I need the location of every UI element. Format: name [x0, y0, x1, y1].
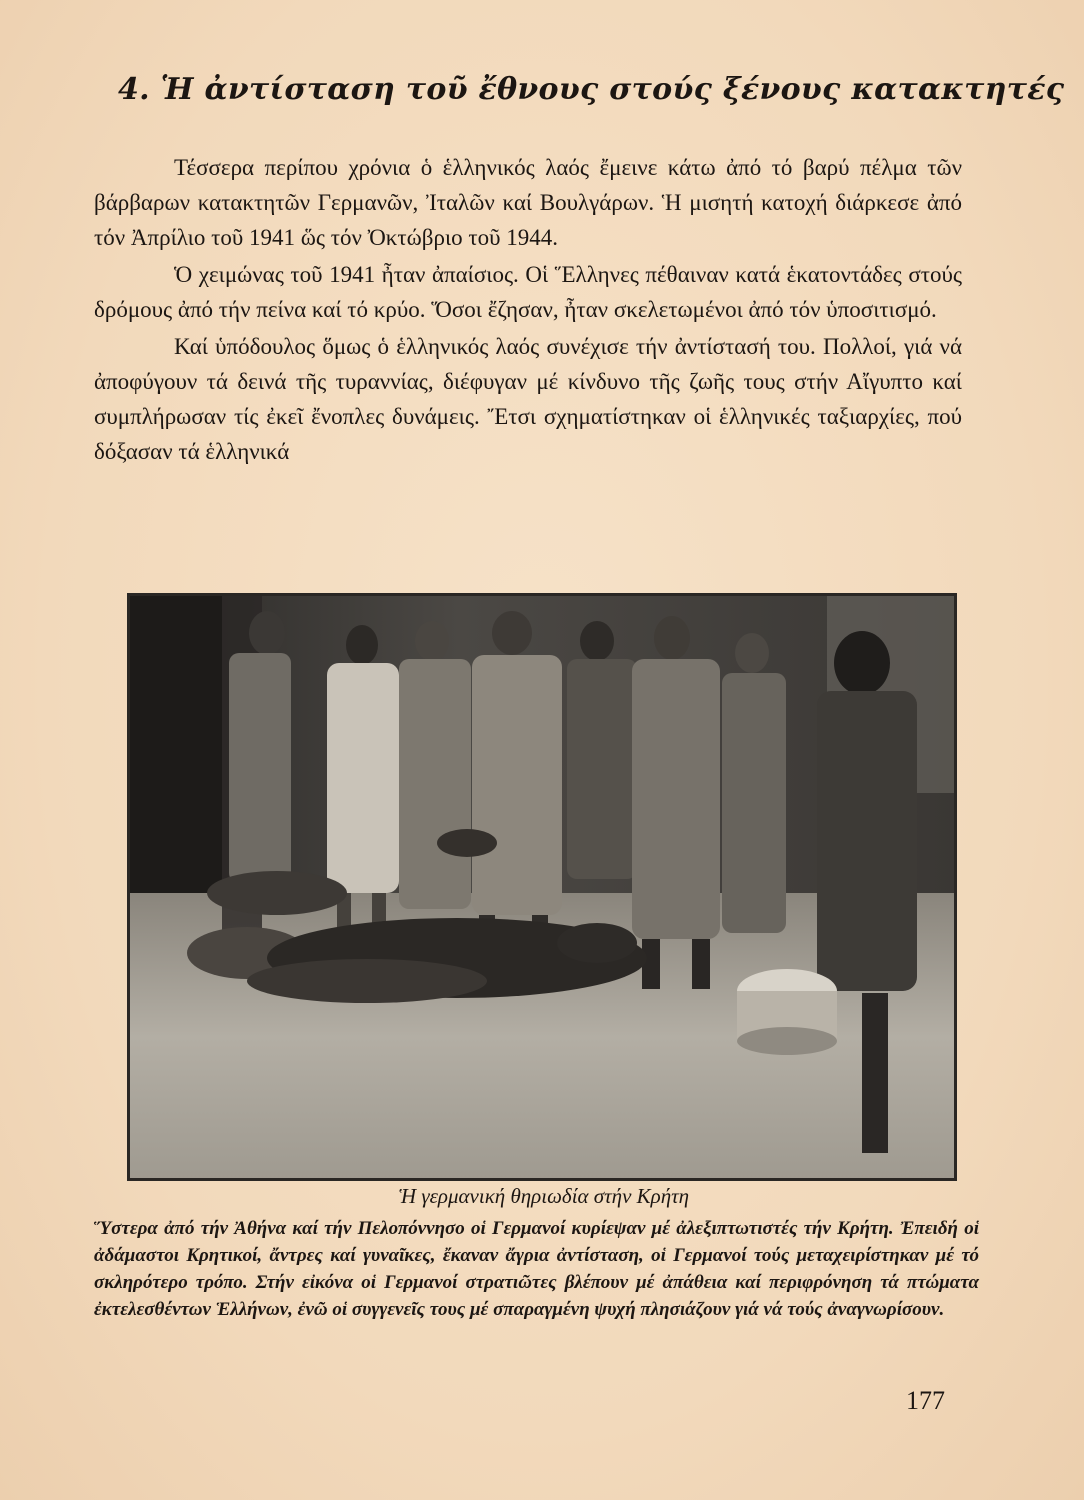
paragraph-1: Τέσσερα περίπου χρόνια ὁ ἑλληνικός λαός ἔμεινε κάτω ἀπό τό βαρύ πέλμα τῶν βάρβαρων κατακτητῶν Γερμανῶν, Ἰταλῶν καί Βουλγάρων. Ἡ μισητή κατοχή διάρκεσε ἀπό τόν Ἀπρίλιο τοῦ 1941 ὥς τόν Ὀκτώβριο τοῦ 1944. [94, 155, 962, 250]
body-text [94, 150, 962, 471]
figure-caption-text: Ὕστερα ἀπό τήν Ἀθήνα καί τήν Πελοπόννησο οἱ Γερμανοί κυρίεψαν μέ ἀλεξιπτωτιστές τήν Κρήτη. Ἐπειδή οἱ ἀδάμαστοι Κρητικοί, ἄντρες καί γυναῖκες, ἔκαναν ἄγρια ἀντίσταση, οἱ Γερμανοί τούς μεταχειρίστηκαν μέ τό σκληρότερο τρόπο. Στήν εἰκόνα οἱ Γερμανοί στρατιῶτες βλέπουν μέ ἀπάθεια καί περιφρόνηση τά πτώματα ἐκτελεσθέντων Ἑλλήνων, ἐνῶ οἱ συγγενεῖς τους μέ σπαραγμένη ψυχή πλησιάζουν γιά νά τούς ἀναγνωρίσουν. [94, 1218, 979, 1320]
paragraph-2: Ὁ χειμώνας τοῦ 1941 ἦταν ἀπαίσιος. Οἱ Ἕλληνες πέθαιναν κατά ἑκατοντάδες στούς δρόμους ἀπό τήν πείνα καί τό κρύο. Ὅσοι ἔζησαν, ἦταν σκελετωμένοι ἀπό τόν ὑποσιτισμό. [94, 262, 962, 322]
historical-photograph [127, 593, 957, 1181]
section-heading: 4. Ἡ ἀντίσταση τοῦ ἔθνους στούς ξένους κατακτητές [118, 72, 1065, 107]
page-number: 177 [906, 1386, 945, 1415]
paragraph-3: Καί ὑπόδουλος ὅμως ὁ ἑλληνικός λαός συνέχισε τήν ἀντίστασή του. Πολλοί, γιά νά ἀποφύγουν τά δεινά τῆς τυραννίας, διέφυγαν μέ κίνδυνο τῆς ζωῆς τους στήν Αἴγυπτο καί συμπλήρωσαν τίς ἐκεῖ ἔνοπλες δυνάμεις. Ἔτσι σχηματίστηκαν οἱ ἑλληνικές ταξιαρχίες, πού δόξασαν τά ἑλληνικά [94, 334, 962, 464]
photograph-illustration [127, 593, 957, 1181]
figure-caption-title: Ἡ γερμανική θηριωδία στήν Κρήτη [398, 1184, 690, 1208]
